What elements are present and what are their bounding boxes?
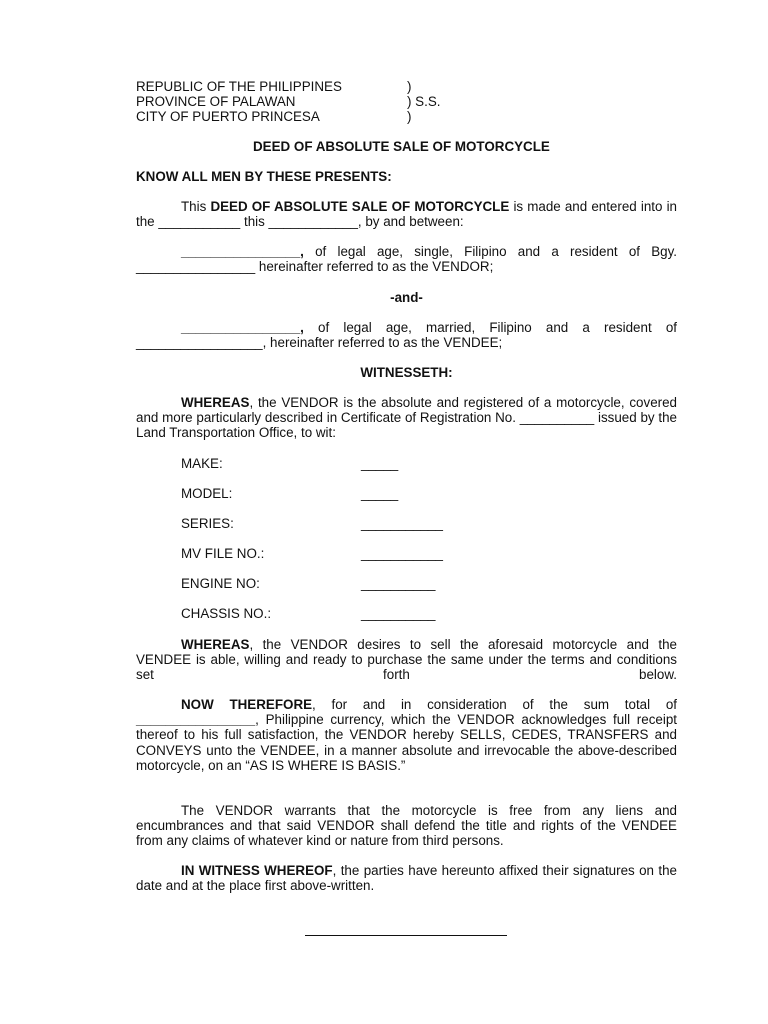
intro-bold: DEED OF ABSOLUTE SALE OF MOTORCYCLE (210, 199, 510, 214)
warranty-paragraph: The VENDOR warrants that the motorcycle is free from any liens and encumbrances and that said VENDOR shall defend the title and rights of the VENDEE from any claims of whatever kind or nature from third persons. (136, 803, 677, 849)
field-series-label: SERIES: (181, 516, 234, 531)
intro-text-1: This (181, 199, 211, 214)
field-mvfile-label: MV FILE NO.: (181, 546, 265, 561)
field-series-value: ___________ (361, 516, 443, 531)
intro-paragraph (136, 199, 677, 229)
header-paren-1: ) (407, 79, 412, 94)
vendee-text: of legal age, married, Filipino and a resident of _________________, hereinafter referred to as the VENDEE; (136, 320, 677, 351)
whereas1-text: , the VENDOR is the absolute and registered of a motorcycle, covered and more particularly described in Certificate of Registration No. __________ issued by the Land Transportation Office, to wit: (136, 395, 677, 441)
in-witness-text: , the parties have hereunto affixed their signatures on the date and at the place first above-written. (136, 863, 677, 894)
header-republic: REPUBLIC OF THE PHILIPPINES (136, 79, 342, 94)
signature-line (305, 935, 507, 936)
vendor-paragraph (136, 244, 677, 274)
field-make-label: MAKE: (181, 456, 223, 471)
header-paren-3: ) (407, 109, 412, 124)
whereas2-bold: WHEREAS (181, 637, 250, 652)
whereas-sale-paragraph (136, 637, 677, 683)
field-engine-label: ENGINE NO: (181, 576, 260, 591)
field-model-value: _____ (361, 486, 399, 501)
field-chassis-value: __________ (361, 606, 436, 621)
intro-text-2: is made and entered into in the ___________ this ____________, by and between: (136, 199, 678, 230)
know-all-heading: KNOW ALL MEN BY THESE PRESENTS: (136, 169, 392, 184)
document-title: DEED OF ABSOLUTE SALE OF MOTORCYCLE (253, 139, 550, 154)
field-chassis-label: CHASSIS NO.: (181, 606, 272, 621)
field-engine-value: __________ (361, 576, 436, 591)
in-witness-bold: IN WITNESS WHEREOF (181, 863, 333, 878)
field-mvfile-value: ___________ (361, 546, 443, 561)
vendee-name-blank: ________________, (181, 320, 304, 335)
in-witness-paragraph (136, 863, 677, 893)
consideration-amount-blank: ________________ (136, 712, 256, 728)
whereas-registration-paragraph (136, 395, 677, 441)
whereas2-text: , the VENDOR desires to sell the aforesaid motorcycle and the VENDEE is able, willing and ready to purchase the same under the terms and conditions set forth below. (136, 637, 677, 683)
header-city: CITY OF PUERTO PRINCESA (136, 109, 320, 124)
vendor-name-blank: ________________, (181, 244, 304, 259)
field-make-value: _____ (361, 456, 399, 471)
header-province: PROVINCE OF PALAWAN (136, 94, 296, 109)
now-therefore-bold: NOW THEREFORE (181, 697, 313, 712)
witnesseth-heading: WITNESSETH: (360, 365, 453, 380)
vendor-text: of legal age, single, Filipino and a resident of Bgy. ________________ hereinafter referred to as the VENDOR; (136, 244, 677, 275)
header-ss: ) S.S. (407, 94, 441, 109)
now-therefore-text-2: , Philippine currency, which the VENDOR acknowledges full receipt thereof to his full satisfaction, the VENDOR hereby SELLS, CEDES, TRANSFERS and CONVEYS unto the VENDEE, in a manner absolute and irrevocable the above-described motorcycle, on an “AS IS WHERE IS BASIS.” (136, 712, 677, 773)
field-model-label: MODEL: (181, 486, 233, 501)
whereas1-bold: WHEREAS (181, 395, 250, 410)
vendee-paragraph (136, 320, 677, 350)
and-separator: -and- (390, 290, 423, 305)
now-therefore-paragraph (136, 697, 677, 773)
now-therefore-text-1: , for and in consideration of the sum total of (312, 697, 677, 712)
